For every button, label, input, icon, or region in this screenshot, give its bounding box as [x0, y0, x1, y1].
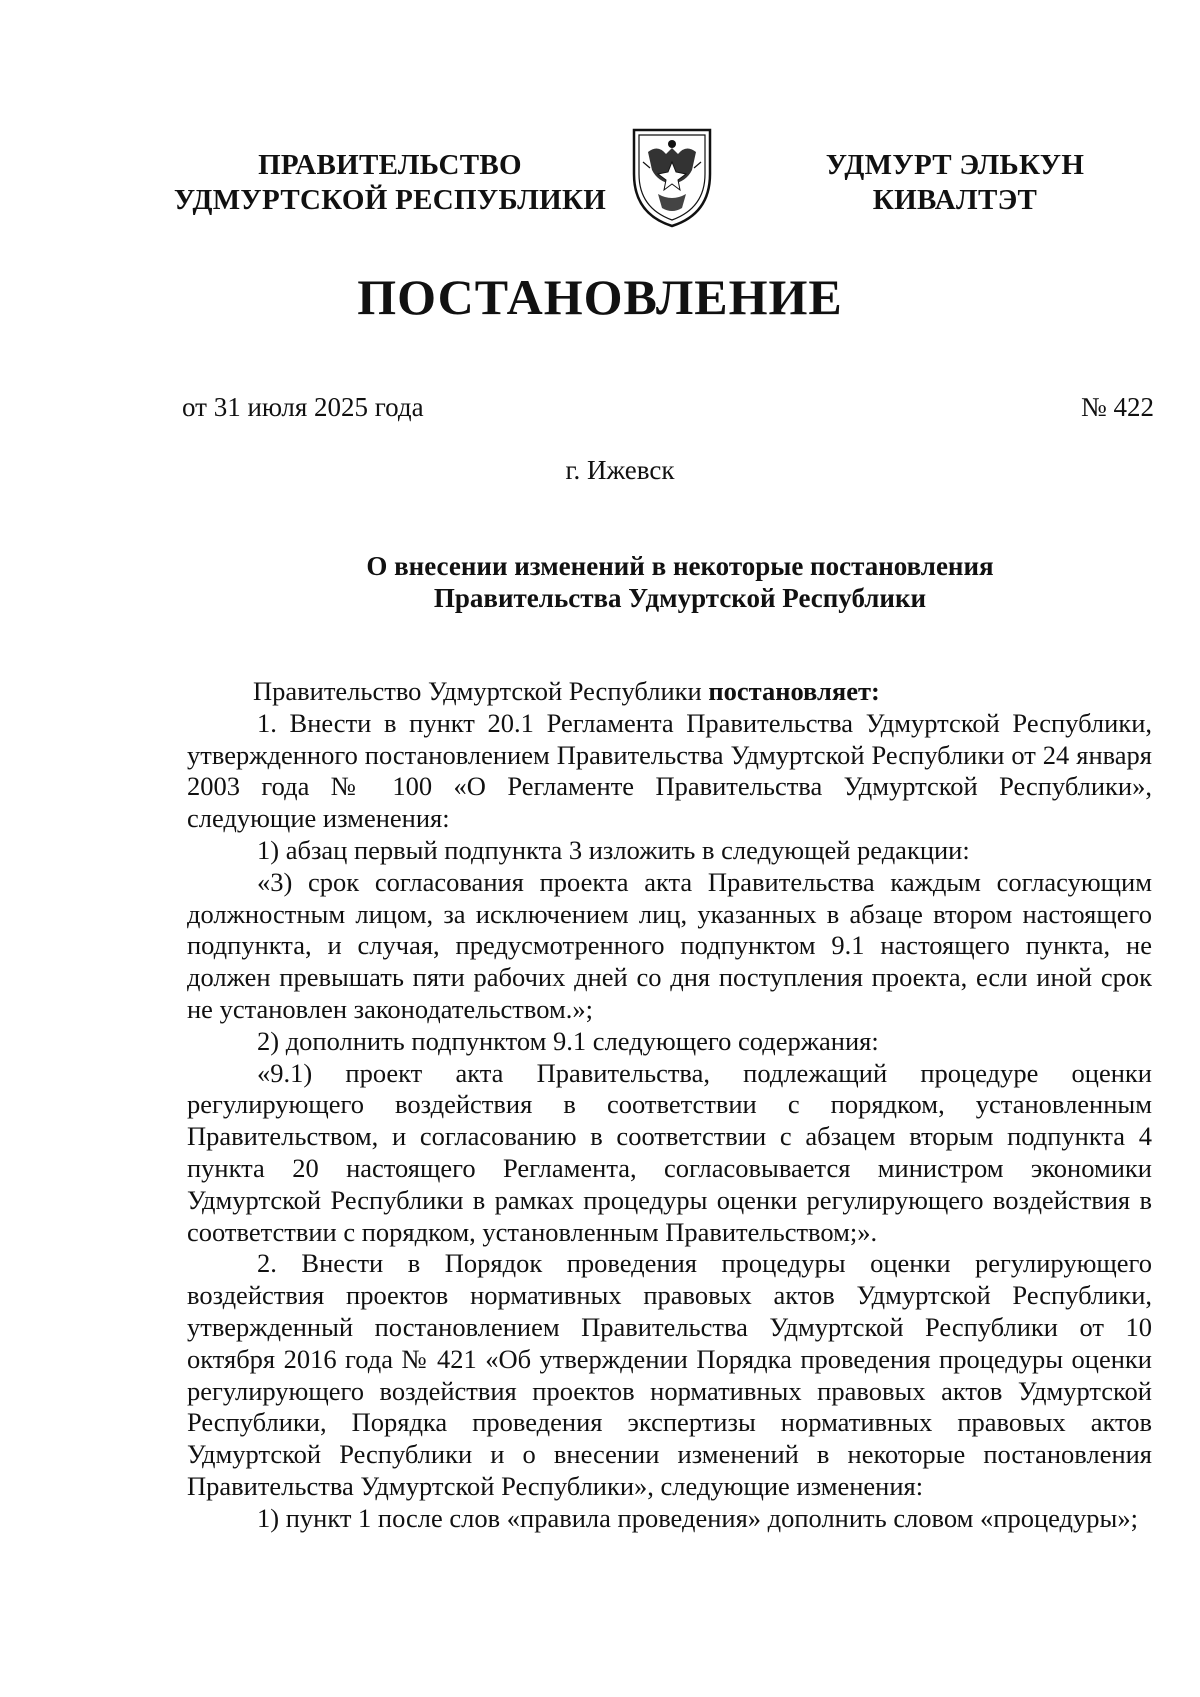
body-intro-paragraph	[187, 676, 1152, 708]
issuer-name-russian-line1: ПРАВИТЕЛЬСТВО	[258, 149, 522, 181]
body-paragraph: 1) абзац первый подпункта 3 изложить в следующей редакции:	[257, 834, 970, 865]
document-number: № 422	[1080, 392, 1154, 422]
body-paragraph: 1. Внести в пункт 20.1 Регламента Правительства Удмуртской Республики, утвержденного постановлением Правительства Удмуртской Республики от 24 января 2003 года № 100 «О Регламенте Правительства Удмуртской Республики», следующие изменения:	[187, 707, 1152, 834]
document-body	[187, 676, 1152, 1535]
body-paragraph: 1) пункт 1 после слов «правила проведения» дополнить словом «процедуры»;	[257, 1502, 1138, 1533]
document-type-heading: ПОСТАНОВЛЕНИЕ	[357, 269, 843, 325]
document-title-line2: Правительства Удмуртской Республики	[433, 583, 927, 613]
document-city: г. Ижевск	[565, 455, 675, 485]
coat-of-arms-icon	[628, 122, 716, 230]
issuer-name-udmurt-line2: КИВАЛТЭТ	[872, 184, 1038, 216]
body-paragraph: 2) дополнить подпунктом 9.1 следующего содержания:	[257, 1025, 879, 1056]
body-paragraph: 2. Внести в Порядок проведения процедуры оценки регулирующего воздействия проектов нормативных правовых актов Удмуртской Республики, утвержденный постановлением Правительства Удмуртской Республики от 10 октября 2016 года № 421 «Об утверждении Порядка проведения процедуры оценки регулирующего воздействия проектов нормативных правовых актов Удмуртской Республики, Порядка проведения экспертизы нормативных правовых актов Удмуртской Республики и о внесении изменений в некоторые постановления Правительства Удмуртской Республики», следующие изменения:	[187, 1248, 1152, 1501]
body-intro-text: Правительство Удмуртской Республики	[253, 676, 709, 706]
body-paragraph: «9.1) проект акта Правительства, подлежащий процедуре оценки регулирующего воздействия в соответствии с порядком, установленным Правительством, и согласованию в соответствии с абзацем вторым подпункта 4 пункта 20 настоящего Регламента, согласовывается министром экономики Удмуртской Республики в рамках процедуры оценки регулирующего воздействия в соответствии с порядком, установленным Правительством;».	[187, 1057, 1152, 1247]
issuer-name-russian	[160, 148, 620, 218]
document-title	[160, 550, 1200, 614]
document-date: от 31 июля 2025 года	[182, 392, 424, 422]
issuer-name-udmurt	[800, 148, 1110, 218]
body-intro-resolves: постановляет:	[708, 676, 880, 706]
body-paragraph: «3) срок согласования проекта акта Правительства каждым согласующим должностным лицом, за исключением лиц, указанных в абзаце втором настоящего подпункта, и случая, предусмотренного подпунктом 9.1 настоящего пункта, не должен превышать пяти рабочих дней со дня поступления проекта, если иной срок не установлен законодательством.»;	[187, 866, 1152, 1024]
document-title-line1: О внесении изменений в некоторые постановления	[366, 551, 994, 581]
issuer-name-udmurt-line1: УДМУРТ ЭЛЬКУН	[825, 149, 1085, 181]
issuer-name-russian-line2: УДМУРТСКОЙ РЕСПУБЛИКИ	[173, 184, 607, 216]
